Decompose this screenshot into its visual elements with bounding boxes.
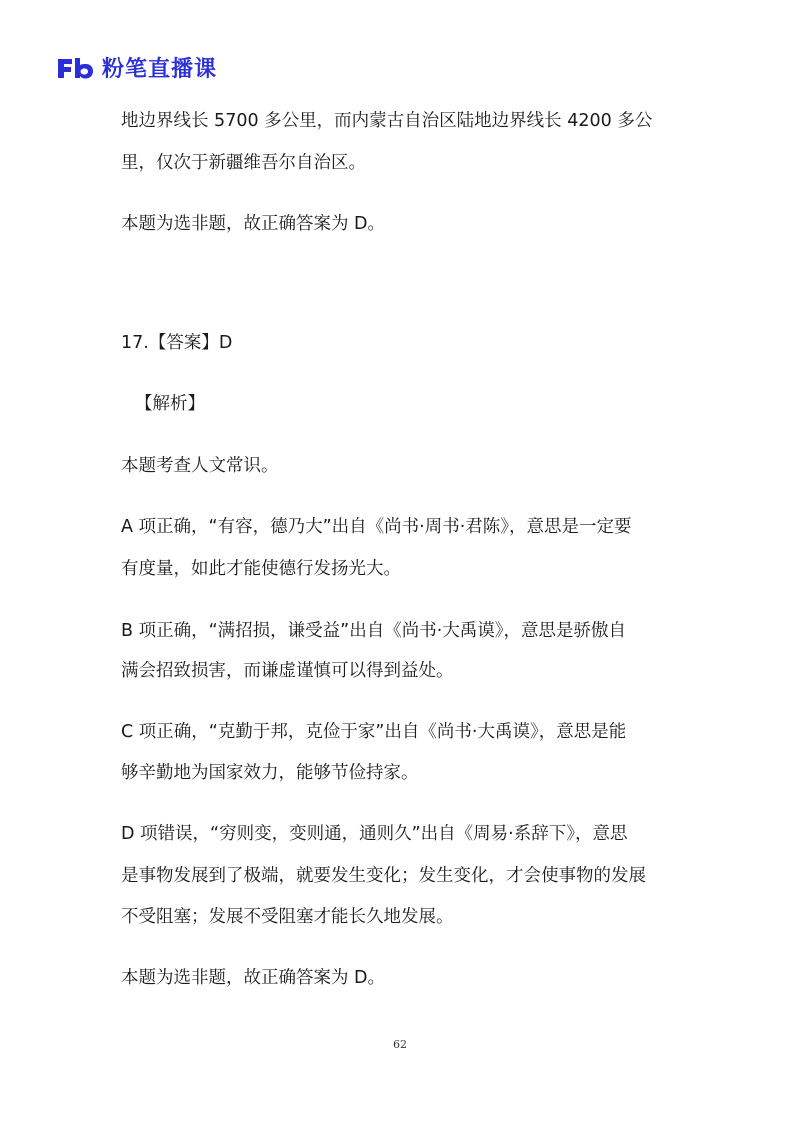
- text-line: 够辛勤地为国家效力，能够节俭持家。: [121, 763, 419, 783]
- text-line: C 项正确，“克勤于邦，克俭于家”出自《尚书·大禹谟》，意思是能: [121, 722, 627, 742]
- text-line: 不受阻塞；发展不受阻塞才能长久地发展。: [121, 907, 454, 927]
- analysis-heading: 【解析】: [135, 394, 205, 414]
- header-brand: [56, 52, 217, 83]
- text-line: 本题为选非题，故正确答案为 D。: [121, 968, 386, 988]
- text-line: 是事物发展到了极端，就要发生变化；发生变化，才会使事物的发展: [121, 866, 646, 886]
- text-line: 里，仅次于新疆维吾尔自治区。: [121, 153, 366, 173]
- text-line: D 项错误，“穷则变，变则通，通则久”出自《周易·系辞下》，意思: [121, 824, 628, 844]
- text-line: 本题考查人文常识。: [121, 456, 279, 476]
- brand-name: 粉笔直播课: [102, 57, 218, 82]
- text-line: 满会招致损害，而谦虚谨慎可以得到益处。: [121, 661, 454, 681]
- text-line: 有度量，如此才能使德行发扬光大。: [121, 559, 401, 579]
- text-line: B 项正确，“满招损，谦受益”出自《尚书·大禹谟》，意思是骄傲自: [121, 621, 627, 641]
- answer-heading: 17.【答案】D: [121, 333, 233, 353]
- fenbi-logo-icon: [56, 56, 94, 80]
- text-line: 本题为选非题，故正确答案为 D。: [121, 214, 386, 234]
- text-line: 地边界线长 5700 多公里，而内蒙古自治区陆地边界线长 4200 多公: [121, 111, 653, 131]
- page-number: 62: [393, 1038, 407, 1051]
- text-line: A 项正确，“有容，德乃大”出自《尚书·周书·君陈》，意思是一定要: [121, 517, 632, 537]
